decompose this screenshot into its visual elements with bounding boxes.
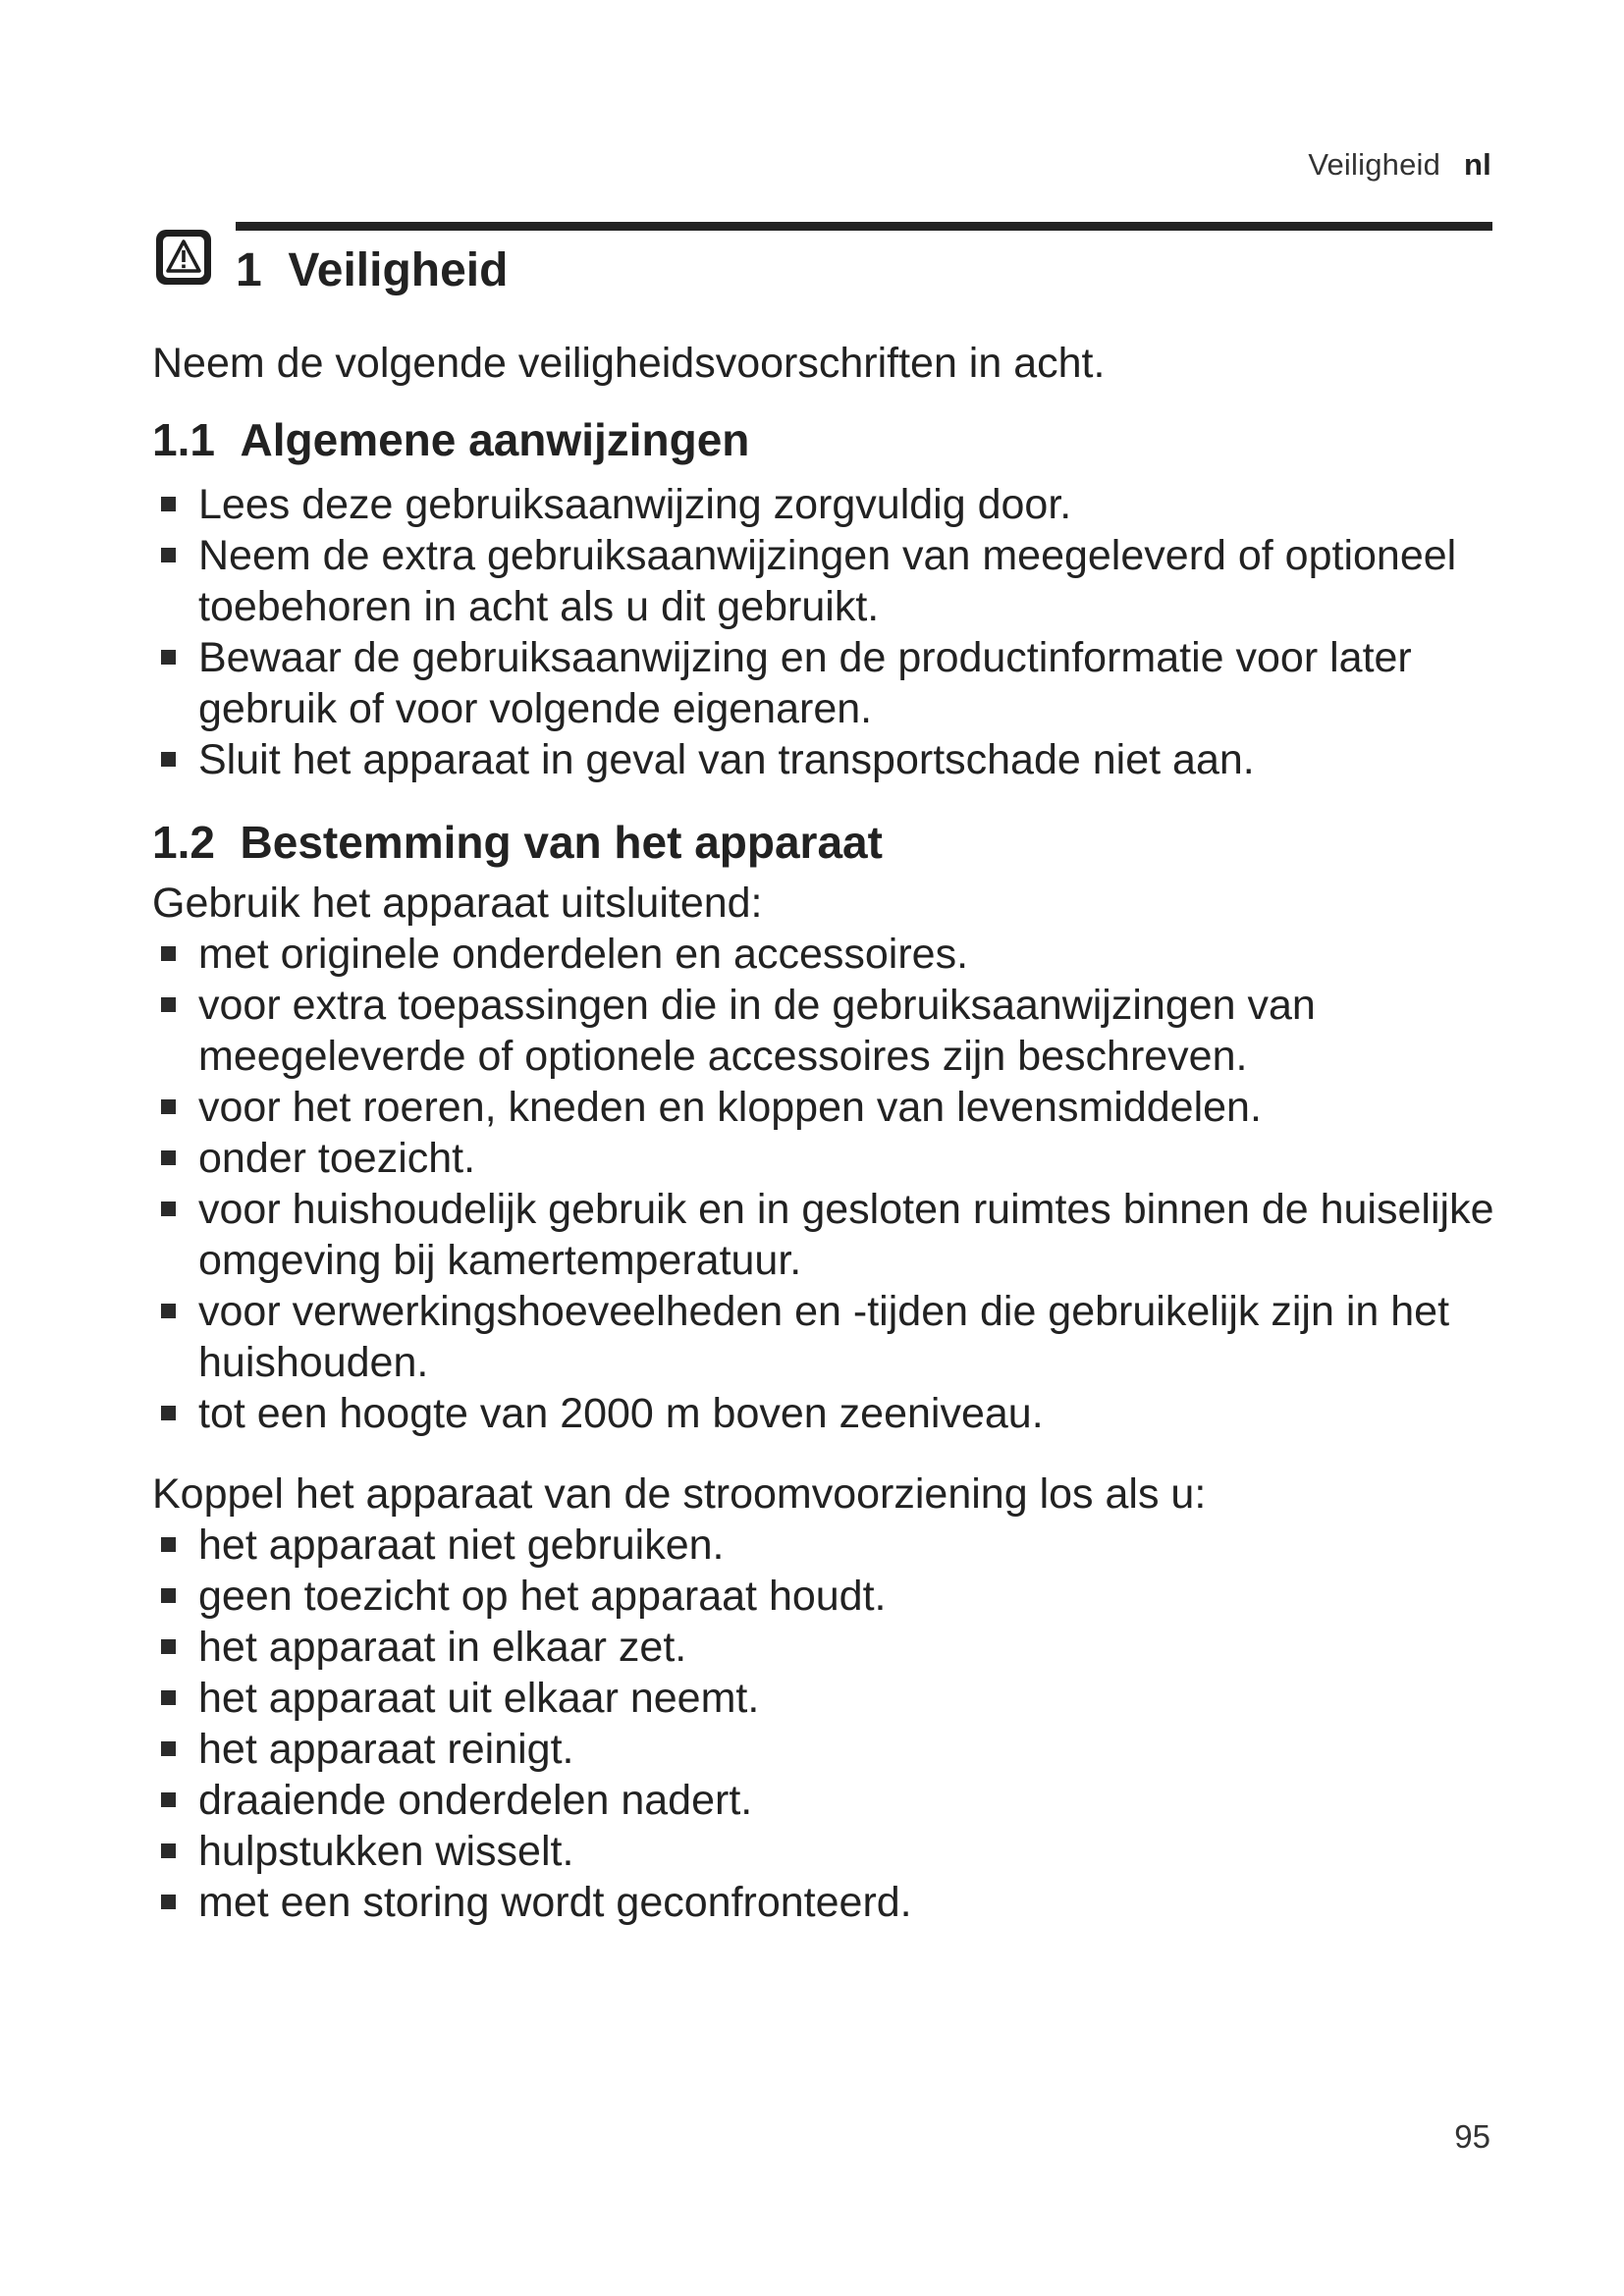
- language-code: nl: [1464, 147, 1491, 182]
- list-item: het apparaat in elkaar zet.: [152, 1622, 1507, 1673]
- list-item: het apparaat uit elkaar neemt.: [152, 1673, 1507, 1724]
- running-header: [1308, 147, 1491, 183]
- section-heading-intended-use: [152, 815, 1507, 870]
- list-item: met een storing wordt geconfronteerd.: [152, 1877, 1507, 1928]
- list-item: Sluit het apparaat in geval van transportschade niet aan.: [152, 734, 1507, 785]
- running-header-section: Veiligheid: [1308, 147, 1441, 182]
- warning-icon: [154, 228, 213, 287]
- chapter-number: 1: [236, 244, 262, 296]
- list-item: Lees deze gebruiksaanwijzing zorgvuldig door.: [152, 479, 1507, 530]
- list-item: draaiende onderdelen nadert.: [152, 1775, 1507, 1826]
- section-title: Algemene aanwijzingen: [240, 414, 750, 465]
- list-item: het apparaat niet gebruiken.: [152, 1520, 1507, 1571]
- list-item: Neem de extra gebruiksaanwijzingen van meegeleverd of optioneel toebehoren in acht als u dit gebruikt.: [152, 530, 1507, 632]
- list-item: voor het roeren, kneden en kloppen van levensmiddelen.: [152, 1082, 1507, 1133]
- list-item: geen toezicht op het apparaat houdt.: [152, 1571, 1507, 1622]
- intended-use-lead: Gebruik het apparaat uitsluitend:: [152, 880, 763, 927]
- section-title: Bestemming van het apparaat: [240, 817, 883, 868]
- list-item: hulpstukken wisselt.: [152, 1826, 1507, 1877]
- chapter-title-text: Veiligheid: [288, 244, 509, 296]
- list-item: voor verwerkingshoeveelheden en -tijden die gebruikelijk zijn in het huishouden.: [152, 1286, 1507, 1388]
- list-item: het apparaat reinigt.: [152, 1724, 1507, 1775]
- list-item: met originele onderdelen en accessoires.: [152, 929, 1507, 980]
- disconnect-lead: Koppel het apparaat van de stroomvoorziening los als u:: [152, 1470, 1207, 1518]
- list-item: tot een hoogte van 2000 m boven zeeniveau.: [152, 1388, 1507, 1439]
- page-content: [152, 338, 1507, 1928]
- section-heading-general: [152, 412, 1507, 467]
- chapter-rule: [236, 222, 1492, 231]
- intended-use-list: [152, 929, 1507, 1439]
- list-item: Bewaar de gebruiksaanwijzing en de productinformatie voor later gebruik of voor volgende eigenaren.: [152, 632, 1507, 734]
- chapter-title: [236, 243, 508, 297]
- general-instructions-list: [152, 479, 1507, 785]
- list-item: voor huishoudelijk gebruik en in gesloten ruimtes binnen de huiselijke omgeving bij kamertemperatuur.: [152, 1184, 1507, 1286]
- section-number: 1.2: [152, 817, 215, 868]
- chapter-intro: Neem de volgende veiligheidsvoorschriften in acht.: [152, 340, 1106, 387]
- page-number: 95: [1454, 2118, 1490, 2155]
- list-item: onder toezicht.: [152, 1133, 1507, 1184]
- disconnect-conditions-list: [152, 1520, 1507, 1928]
- section-number: 1.1: [152, 414, 215, 465]
- list-item: voor extra toepassingen die in de gebruiksaanwijzingen van meegeleverde of optionele accessoires zijn beschreven.: [152, 980, 1507, 1082]
